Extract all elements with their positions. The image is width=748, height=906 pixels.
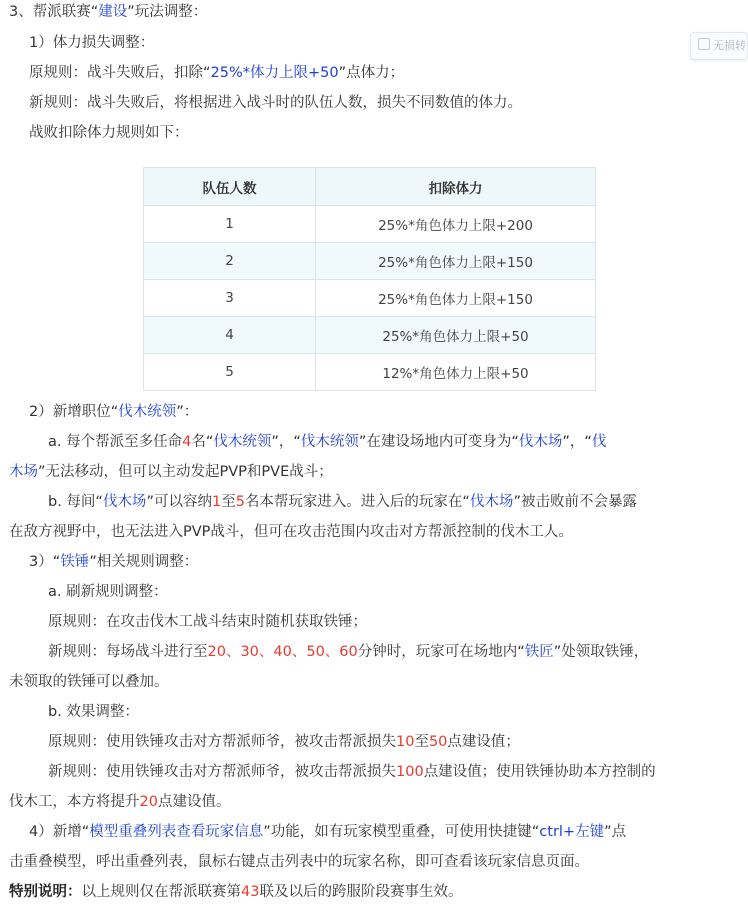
subsection-4-line-1: 4）新增“模型重叠列表查看玩家信息”功能，如有玩家模型重叠，可使用快捷键“ctrl+左键”点 [29,824,627,840]
col-header-team-size: 队伍人数 [144,168,316,206]
deduction-cell: 25%*角色体力上限+150 [316,280,596,317]
table-header-row [144,168,596,206]
team-size-cell: 3 [144,280,316,317]
new-rule-3b-line-1: 新规则：使用铁锤攻击对方帮派师爷，被攻击帮派损失100点建设值；使用铁锤协助本方控制的 [48,764,656,780]
team-size-cell: 5 [144,354,316,391]
stamina-deduction-table [143,167,596,391]
subsection-1-heading: 1）体力损失调整： [29,35,155,51]
old-rule-3a: 原规则：在攻击伐木工战斗结束时随机获取铁锤； [48,614,367,630]
rule-3a-heading: a. 刷新规则调整： [48,584,168,600]
table-row [144,354,596,391]
rule-2b-line-1: b. 每间“伐木场”可以容纳1至5名本帮玩家进入。进入后的玩家在“伐木场”被击败前不会暴露 [48,494,637,510]
new-rule-3a-line-1: 新规则：每场战斗进行至20、30、40、50、60分钟时，玩家可在场地内“铁匠”处领取铁锤， [48,644,649,660]
new-rule-3a-line-2: 未领取的铁锤可以叠加。 [9,674,169,690]
team-size-cell: 1 [144,206,316,243]
col-header-deduction: 扣除体力 [316,168,596,206]
deduction-cell: 25%*角色体力上限+150 [316,243,596,280]
old-rule-1: 原规则：战斗失败后，扣除“25%*体力上限+50”点体力； [29,65,405,81]
rule-2a-line-1: a. 每个帮派至多任命4名“伐木统领”，“伐木统领”在建设场地内可变身为“伐木场”，“伐 [48,434,607,450]
team-size-cell: 4 [144,317,316,354]
rule-2a-line-2: 木场”无法移动，但可以主动发起PVP和PVE战斗； [9,464,333,480]
table-row [144,206,596,243]
new-rule-3b-line-2: 伐木工，本方将提升20点建设值。 [9,794,231,810]
table-row [144,317,596,354]
image-icon [698,38,710,50]
section-title: 3、帮派联赛“建设”玩法调整： [9,4,208,20]
team-size-cell: 2 [144,243,316,280]
subsection-4-line-2: 击重叠模型，呼出重叠列表，鼠标右键点击列表中的玩家名称，即可查看该玩家信息页面。 [9,854,589,870]
new-rule-1: 新规则：战斗失败后，将根据进入战斗时的队伍人数，损失不同数值的体力。 [29,95,522,111]
rule-3b-heading: b. 效果调整： [48,704,139,720]
table-intro: 战败扣除体力规则如下： [29,125,189,141]
deduction-cell: 25%*角色体力上限+50 [316,317,596,354]
table-row [144,280,596,317]
special-note: 特别说明：以上规则仅在帮派联赛第43联及以后的跨服阶段赛事生效。 [9,884,463,900]
special-note-label: 特别说明： [9,884,82,900]
side-button-label: 无损转 [713,39,746,52]
side-float-button[interactable] [690,32,748,60]
rule-2b-line-2: 在敌方视野中，也无法进入PVP战斗，但可在攻击范围内攻击对方帮派控制的伐木工人。 [9,524,573,540]
subsection-3-heading: 3）“铁锤”相关规则调整： [29,554,199,570]
deduction-cell: 12%*角色体力上限+50 [316,354,596,391]
deduction-cell: 25%*角色体力上限+200 [316,206,596,243]
old-rule-3b: 原规则：使用铁锤攻击对方帮派师爷，被攻击帮派损失10至50点建设值； [48,734,520,750]
table-row [144,243,596,280]
subsection-2-heading: 2）新增职位“伐木统领”： [29,404,199,420]
